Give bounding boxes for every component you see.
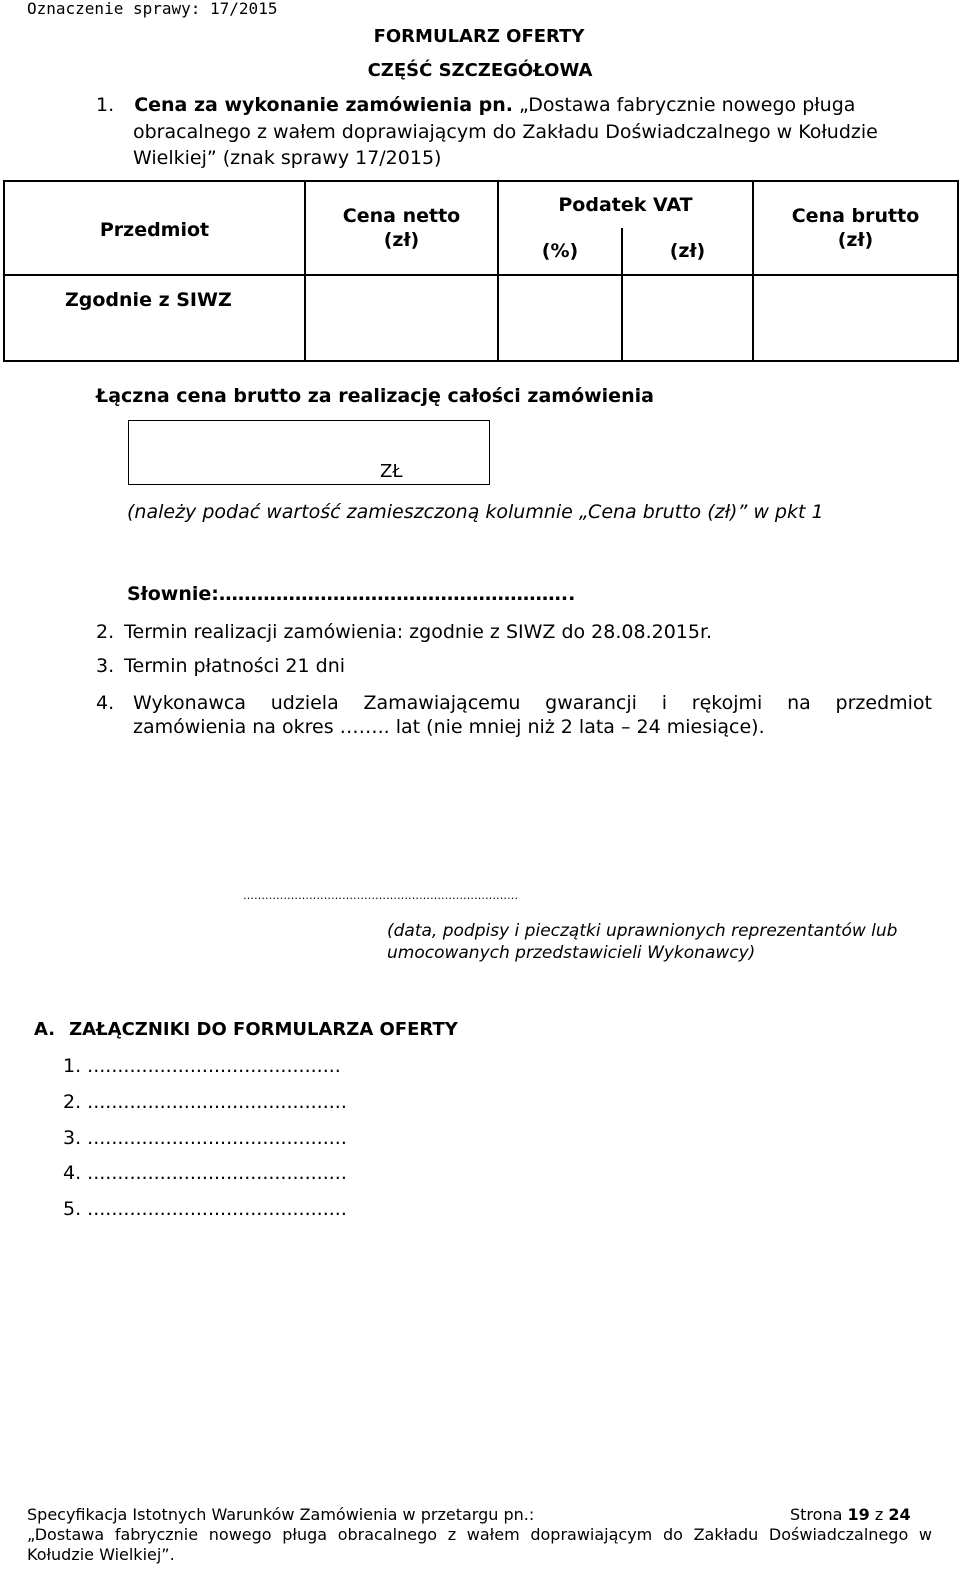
footer-spec: Specyfikacja Istotnych Warunków Zamówienia w przetargu pn.:: [27, 1505, 535, 1524]
point-1-line-2: obracalnego z wałem doprawiającym do Zakładu Doświadczalnego w Kołudzie: [133, 121, 878, 143]
point-1-number: 1.: [96, 94, 115, 116]
attachment-item-4[interactable]: 4. ...........................................: [63, 1162, 347, 1184]
row-vat-amount[interactable]: [622, 275, 753, 361]
signature-caption-2: umocowanych przedstawicieli Wykonawcy): [387, 943, 756, 963]
point-1-line-3: Wielkiej” (znak sprawy 17/2015): [133, 147, 442, 169]
point-2: 2. Termin realizacji zamówienia: zgodnie z SIWZ do 28.08.2015r.: [96, 621, 713, 643]
row-subject: Zgodnie z SIWZ: [4, 275, 305, 361]
attachment-item-3[interactable]: 3. ...........................................: [63, 1127, 347, 1149]
signature-caption-1: (data, podpisy i pieczątki uprawnionych reprezentantów lub: [387, 921, 898, 941]
header-subject: Przedmiot: [4, 181, 305, 275]
header-net-price: Cena netto (zł): [305, 181, 498, 275]
point-1-title-start: „Dostawa fabrycznie nowego pługa: [512, 94, 856, 116]
attachment-item-5[interactable]: 5. ...........................................: [63, 1198, 347, 1220]
point-4-line-1: Wykonawca udziela Zamawiającemu gwarancji i rękojmi na przedmiot: [133, 692, 932, 714]
form-title: FORMULARZ OFERTY: [373, 26, 585, 47]
row-gross-price[interactable]: [753, 275, 958, 361]
header-vat-amount: (zł): [622, 228, 753, 275]
total-note: (należy podać wartość zamieszczoną kolumnie „Cena brutto (zł)” w pkt 1: [127, 501, 824, 523]
total-currency: ZŁ: [380, 461, 403, 482]
point-4-number: 4.: [96, 692, 115, 714]
attachment-item-1[interactable]: 1. ..........................................: [63, 1055, 341, 1077]
point-3: 3. Termin płatności 21 dni: [96, 655, 346, 677]
header-gross-price: Cena brutto (zł): [753, 181, 958, 275]
attachments-heading: A. ZAŁĄCZNIKI DO FORMULARZA OFERTY: [34, 1019, 458, 1040]
attachment-item-2[interactable]: 2. ...........................................: [63, 1091, 347, 1113]
form-subtitle: CZĘŚĆ SZCZEGÓŁOWA: [367, 60, 593, 81]
amount-in-words: Słownie:………………………………………………..: [127, 583, 576, 605]
signature-dots[interactable]: …………………………………………………………………: [243, 889, 518, 902]
footer-page-number: Strona 19 z 24: [790, 1505, 911, 1524]
price-table: [3, 180, 959, 362]
footer-line-2: „Dostawa fabrycznie nowego pługa obracalnego z wałem doprawiającym do Zakładu Doświadczalnego w: [27, 1525, 932, 1544]
point-4-line-2: zamówienia na okres …….. lat (nie mniej niż 2 lata – 24 miesiące).: [133, 716, 765, 738]
row-net-price[interactable]: [305, 275, 498, 361]
total-amount-box[interactable]: [128, 420, 490, 485]
point-1-line-1: [96, 93, 855, 117]
case-label: Oznaczenie sprawy: 17/2015: [27, 0, 278, 18]
row-vat-percent[interactable]: [498, 275, 622, 361]
total-heading: Łączna cena brutto za realizację całości zamówienia: [96, 385, 654, 407]
point-1-lead: Cena za wykonanie zamówienia pn.: [134, 94, 513, 116]
footer-line-3: Kołudzie Wielkiej”.: [27, 1545, 175, 1564]
header-vat: Podatek VAT: [498, 181, 753, 228]
header-vat-percent: (%): [498, 228, 622, 275]
